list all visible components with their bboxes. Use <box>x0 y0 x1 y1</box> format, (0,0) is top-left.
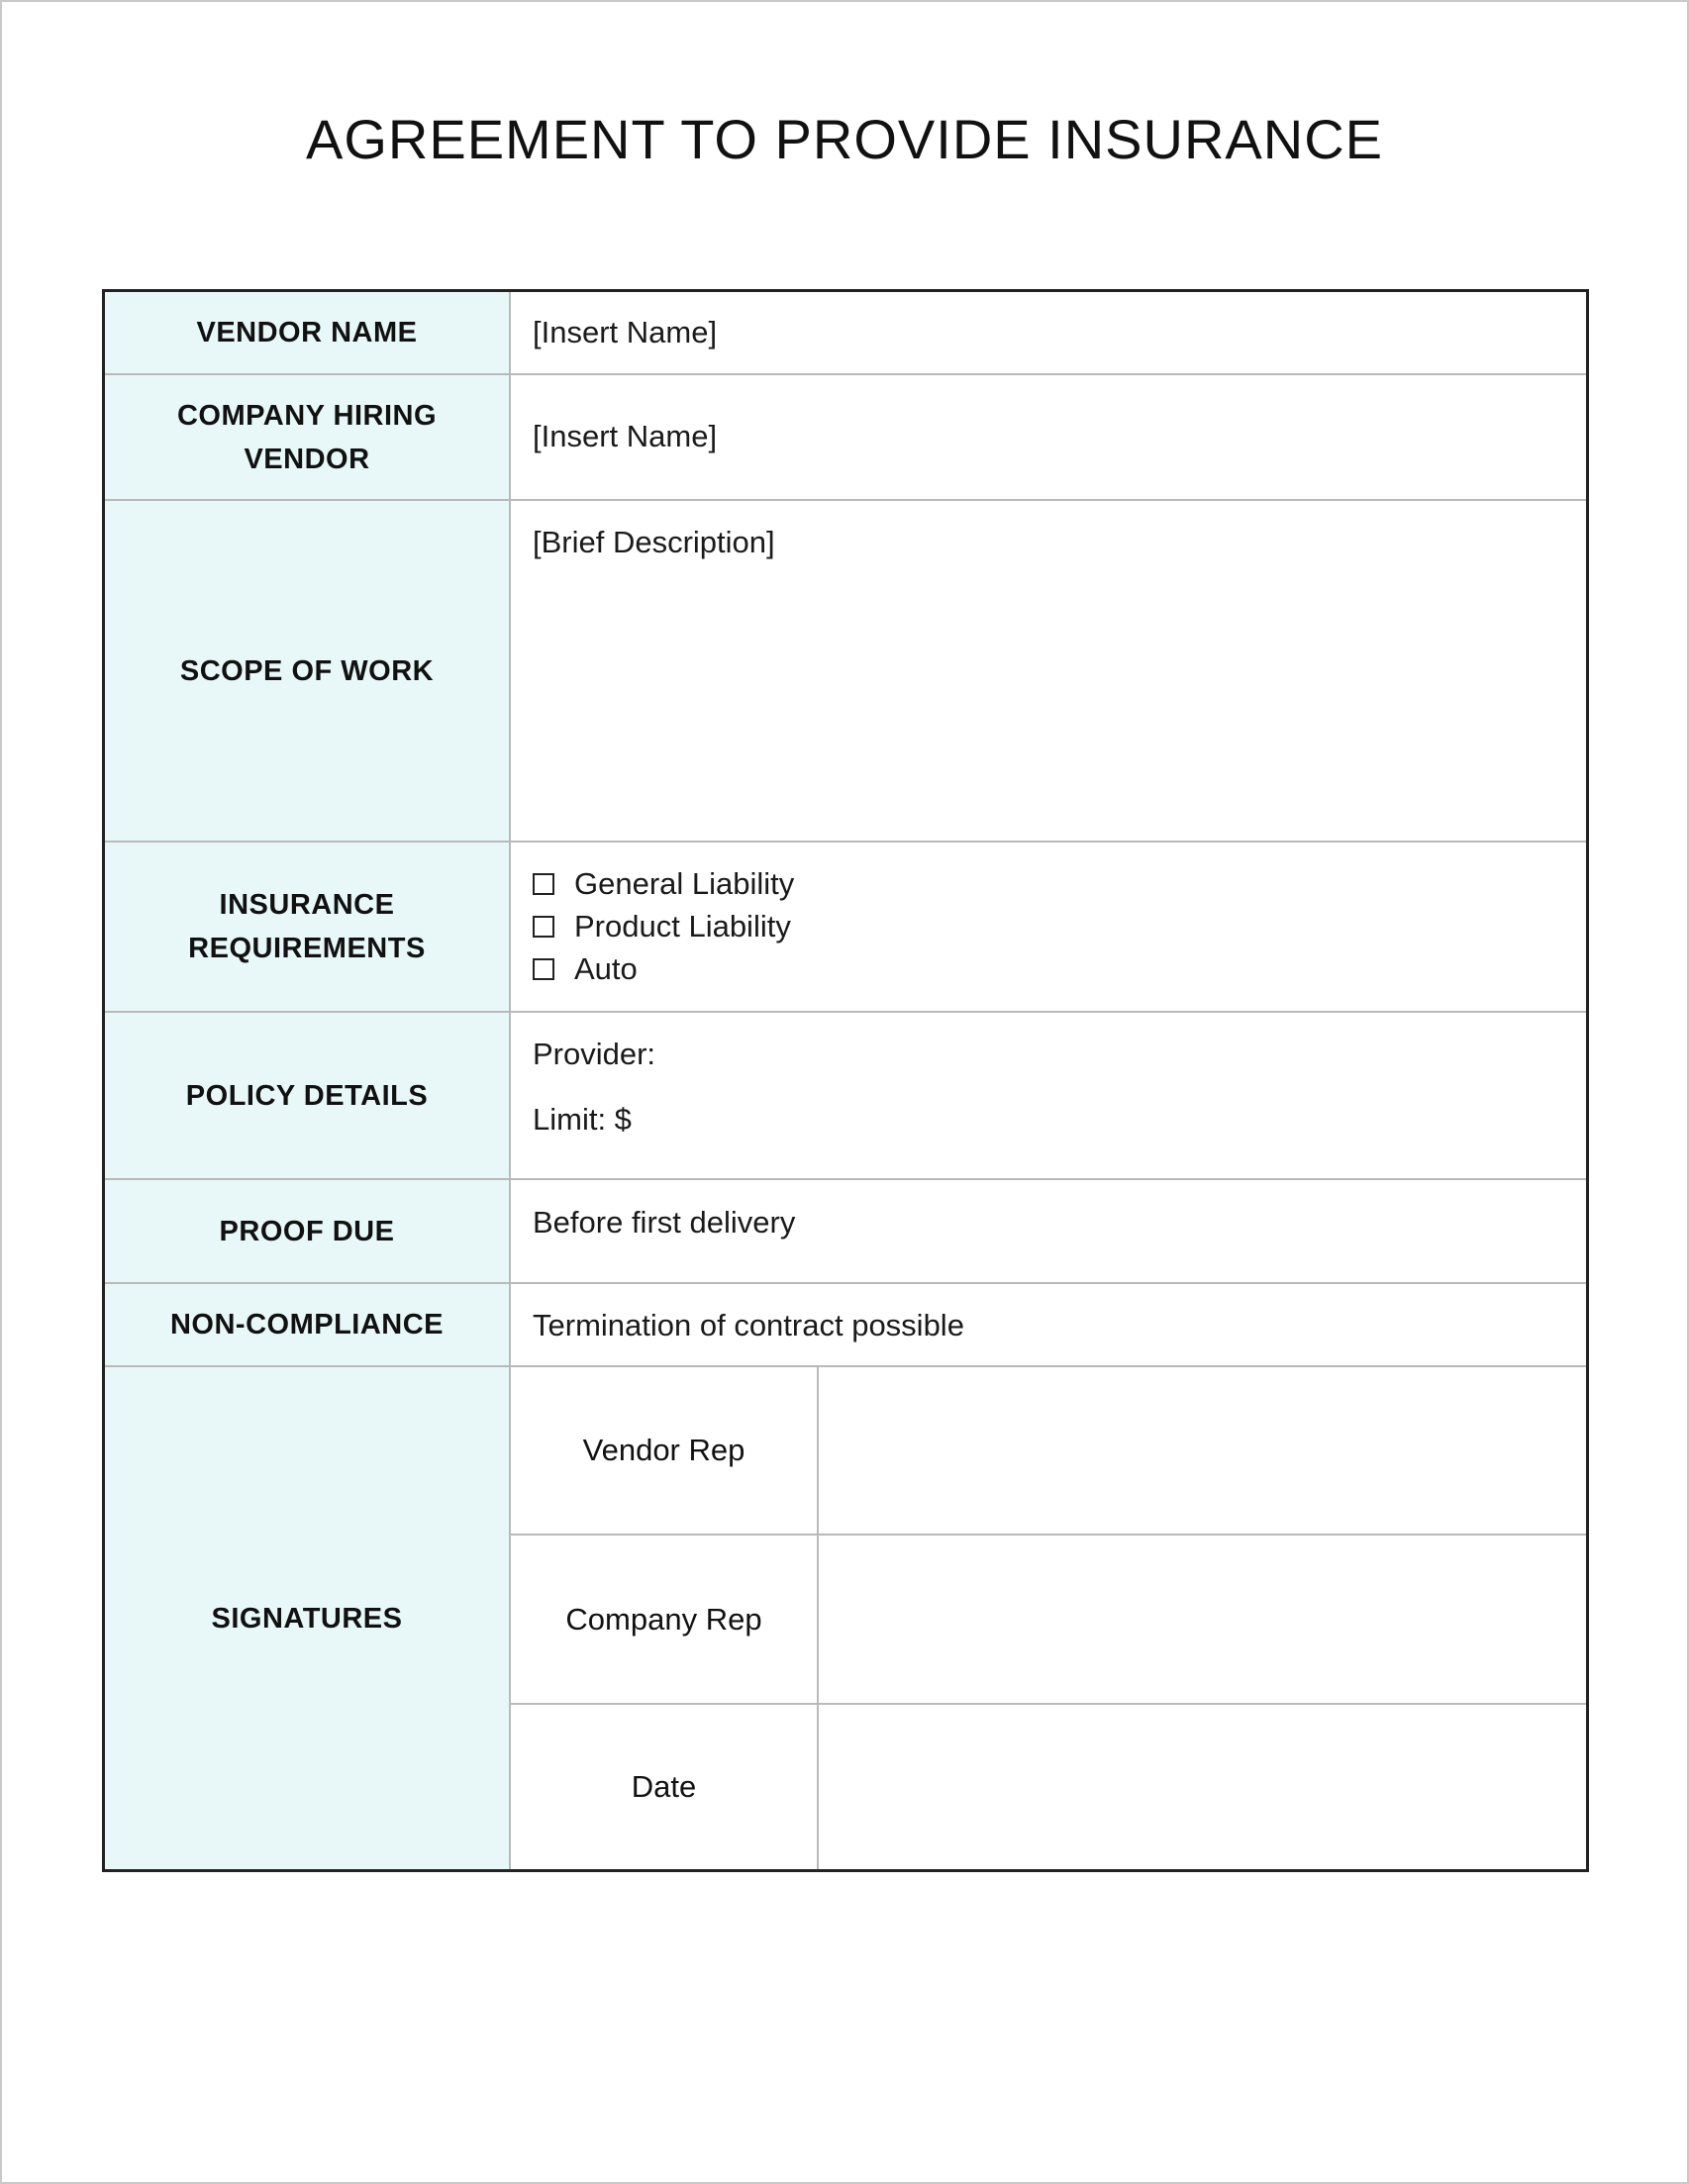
provider-text: Provider: <box>533 1037 656 1071</box>
proof-due-label: PROOF DUE <box>105 1180 511 1282</box>
vendor-rep-label: Vendor Rep <box>511 1367 819 1534</box>
insurance-requirements-row <box>105 843 1586 1013</box>
policy-details-field[interactable] <box>511 1013 1586 1178</box>
scope-of-work-label: SCOPE OF WORK <box>105 501 511 841</box>
vendor-name-value: [Insert Name] <box>533 315 718 349</box>
proof-due-value: Before first delivery <box>533 1205 796 1240</box>
scope-of-work-field[interactable] <box>511 501 1586 841</box>
company-rep-row <box>511 1536 1586 1705</box>
policy-details-label: POLICY DETAILS <box>105 1013 511 1178</box>
non-compliance-label: NON-COMPLIANCE <box>105 1284 511 1365</box>
auto-label: Auto <box>574 951 638 986</box>
company-rep-signature-field[interactable] <box>819 1536 1586 1703</box>
vendor-name-field[interactable] <box>511 292 1586 373</box>
general-liability-option[interactable] <box>533 866 794 902</box>
insurance-agreement-form <box>102 289 1589 1872</box>
insurance-requirements-label: INSURANCE REQUIREMENTS <box>105 843 511 1011</box>
policy-details-row <box>105 1013 1586 1180</box>
general-liability-label: General Liability <box>574 866 795 901</box>
date-label: Date <box>511 1705 819 1869</box>
non-compliance-field[interactable] <box>511 1284 1586 1365</box>
company-hiring-row <box>105 375 1586 501</box>
company-rep-label: Company Rep <box>511 1536 819 1703</box>
date-row <box>511 1705 1586 1869</box>
limit-text: Limit: $ <box>533 1102 632 1137</box>
non-compliance-row <box>105 1284 1586 1367</box>
product-liability-checkbox[interactable] <box>533 916 554 938</box>
vendor-name-label: VENDOR NAME <box>105 292 511 373</box>
auto-checkbox[interactable] <box>533 958 554 980</box>
scope-of-work-row <box>105 501 1586 843</box>
general-liability-checkbox[interactable] <box>533 873 554 895</box>
signatures-row <box>105 1367 1586 1869</box>
signatures-label: SIGNATURES <box>105 1367 511 1869</box>
company-hiring-field[interactable] <box>511 375 1586 499</box>
product-liability-option[interactable] <box>533 909 791 944</box>
vendor-name-row <box>105 292 1586 375</box>
scope-of-work-value: [Brief Description] <box>533 525 775 559</box>
company-hiring-value: [Insert Name] <box>533 419 718 453</box>
document-title: AGREEMENT TO PROVIDE INSURANCE <box>306 108 1383 170</box>
date-field[interactable] <box>819 1705 1586 1869</box>
product-liability-label: Product Liability <box>574 909 791 943</box>
proof-due-row <box>105 1180 1586 1284</box>
auto-option[interactable] <box>533 951 638 987</box>
vendor-rep-row <box>511 1367 1586 1536</box>
non-compliance-value: Termination of contract possible <box>533 1308 964 1342</box>
insurance-requirements-options <box>511 843 1586 1011</box>
company-hiring-label: COMPANY HIRING VENDOR <box>105 375 511 499</box>
vendor-rep-signature-field[interactable] <box>819 1367 1586 1534</box>
proof-due-field[interactable] <box>511 1180 1586 1282</box>
